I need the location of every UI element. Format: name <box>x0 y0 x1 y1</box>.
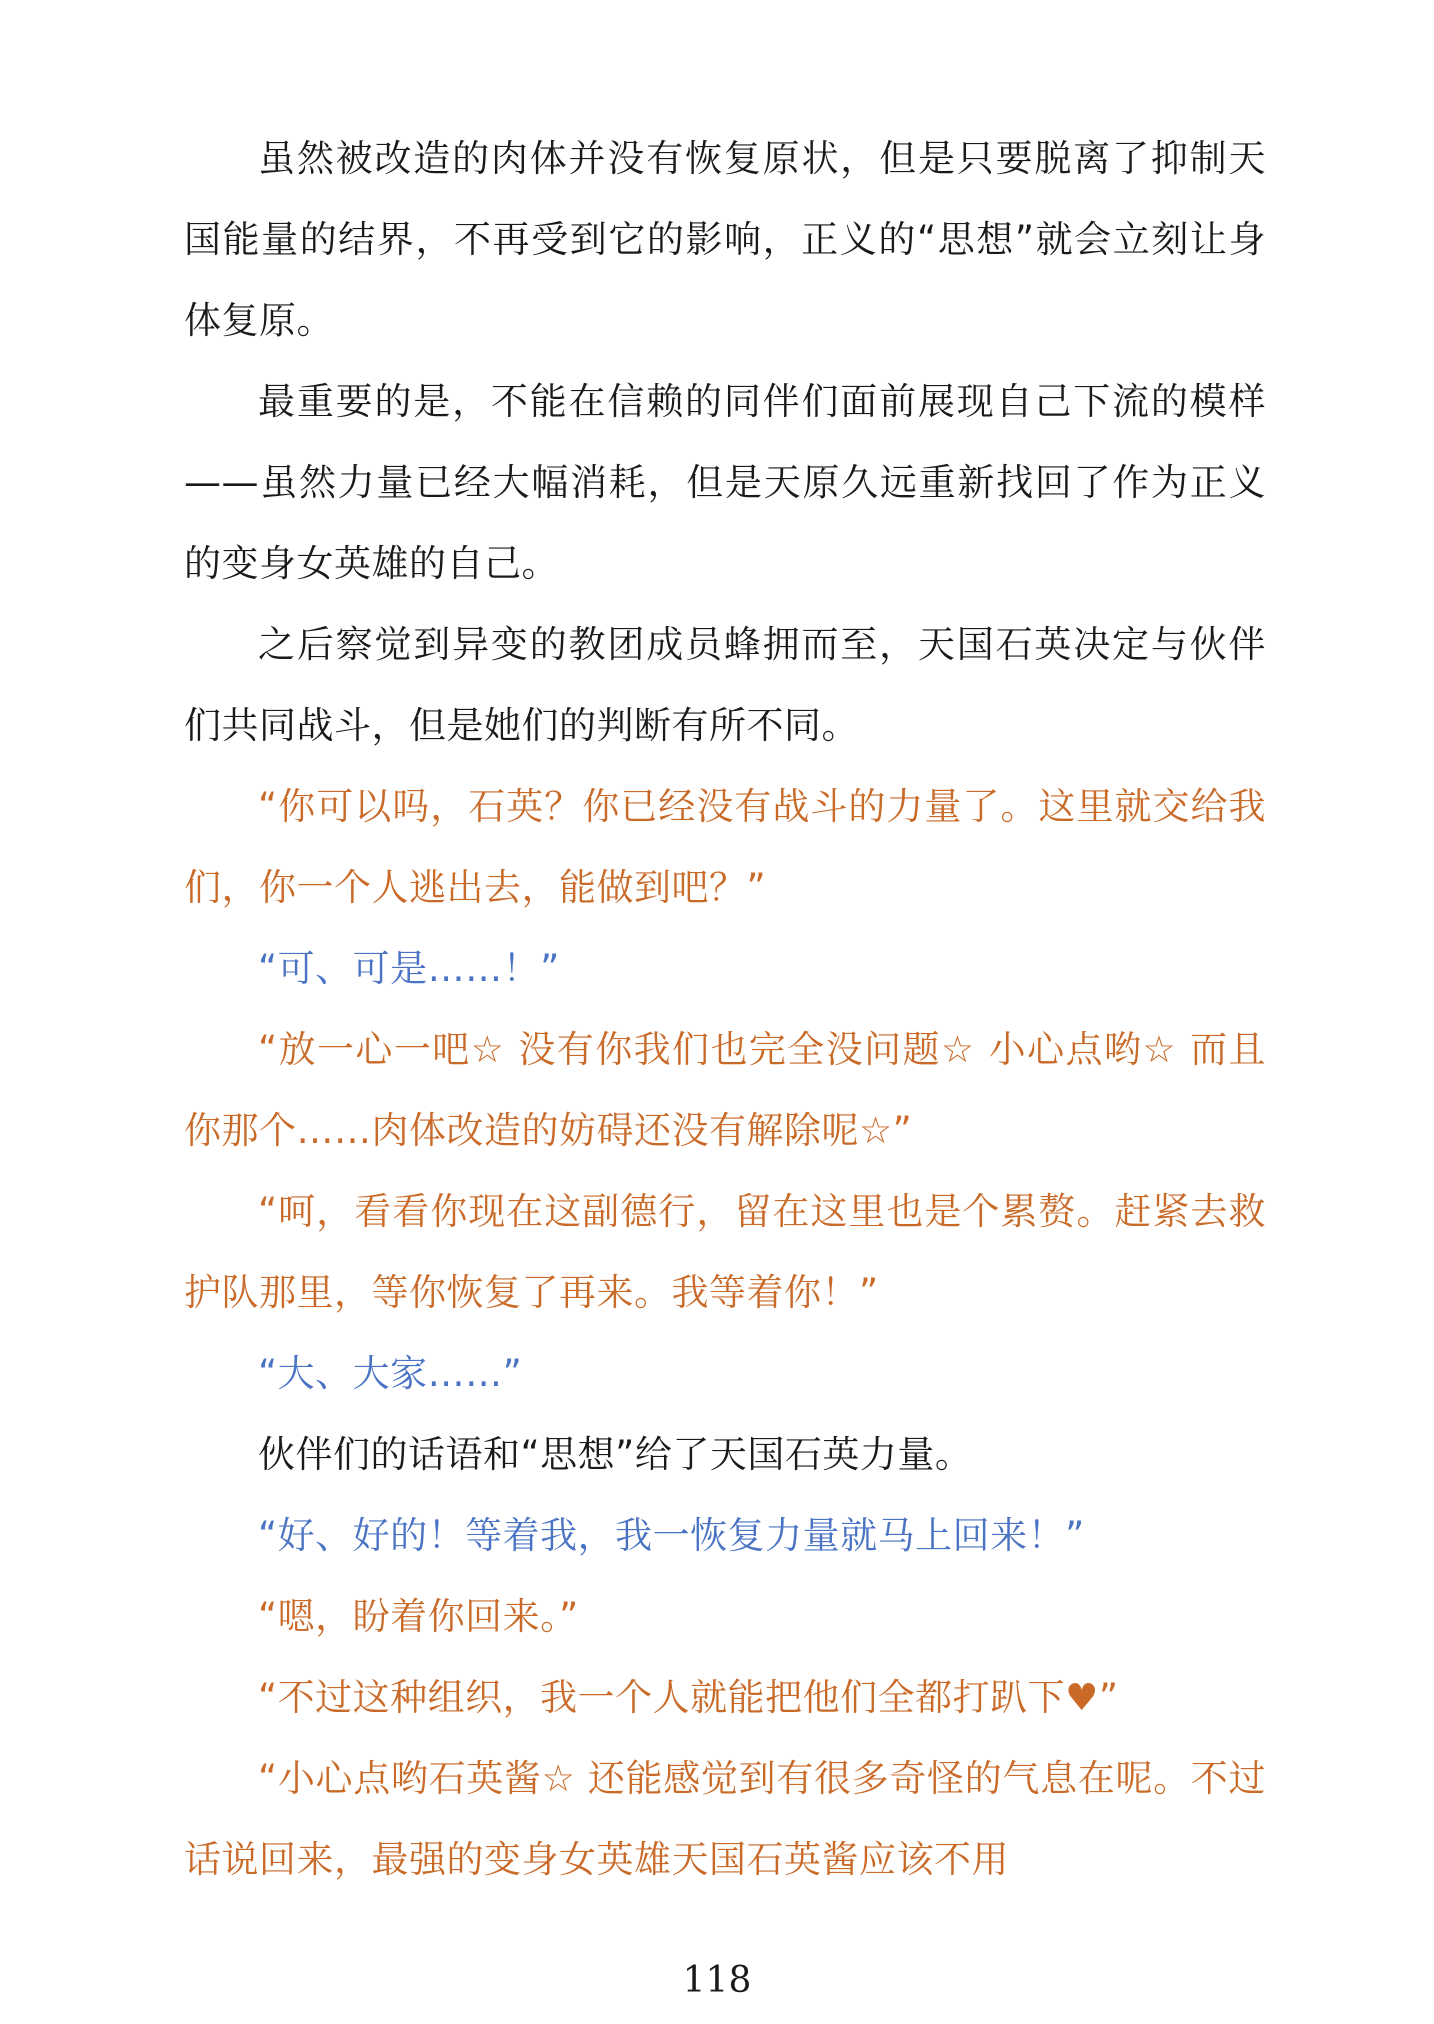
dialogue-heroine: “好、好的！等着我，我一恢复力量就马上回来！” <box>258 1514 1085 1557</box>
dialogue-ally: “放一心一吧☆ 没有你我们也完全没问题☆ 小心点哟☆ 而且你那个……肉体改造的妨碍还没有解除呢☆” <box>184 1028 1266 1152</box>
dialogue-ally: “小心点哟石英酱☆ 还能感觉到有很多奇怪的气息在呢。不过话说回来，最强的变身女英雄天国石英酱应该不用 <box>184 1757 1266 1881</box>
paragraph-narration: 虽然被改造的肉体并没有恢复原状，但是只要脱离了抑制天国能量的结界，不再受到它的影响，正义的“思想”就会立刻让身体复原。 <box>184 137 1266 342</box>
dialogue-ally: “嗯，盼着你回来。” <box>258 1595 579 1638</box>
dialogue-ally: “你可以吗，石英？你已经没有战斗的力量了。这里就交给我们，你一个人逃出去，能做到吧？” <box>184 785 1266 909</box>
paragraph-narration: 伙伴们的话语和“思想”给了天国石英力量。 <box>258 1433 973 1476</box>
body-text <box>184 118 1266 1900</box>
paragraph-narration: 最重要的是，不能在信赖的同伴们面前展现自己下流的模样——虽然力量已经大幅消耗，但是天原久远重新找回了作为正义的变身女英雄的自己。 <box>184 380 1266 585</box>
dialogue-ally: “不过这种组织，我一个人就能把他们全都打趴下♥” <box>258 1676 1119 1719</box>
dialogue-ally: “呵，看看你现在这副德行，留在这里也是个累赘。赶紧去救护队那里，等你恢复了再来。我等着你！” <box>184 1190 1266 1314</box>
dialogue-heroine: “可、可是……！” <box>258 947 560 990</box>
page-number: 118 <box>682 1960 752 2001</box>
paragraph-narration: 之后察觉到异变的教团成员蜂拥而至，天国石英决定与伙伴们共同战斗，但是她们的判断有所不同。 <box>184 623 1266 747</box>
dialogue-heroine: “大、大家……” <box>258 1352 523 1395</box>
